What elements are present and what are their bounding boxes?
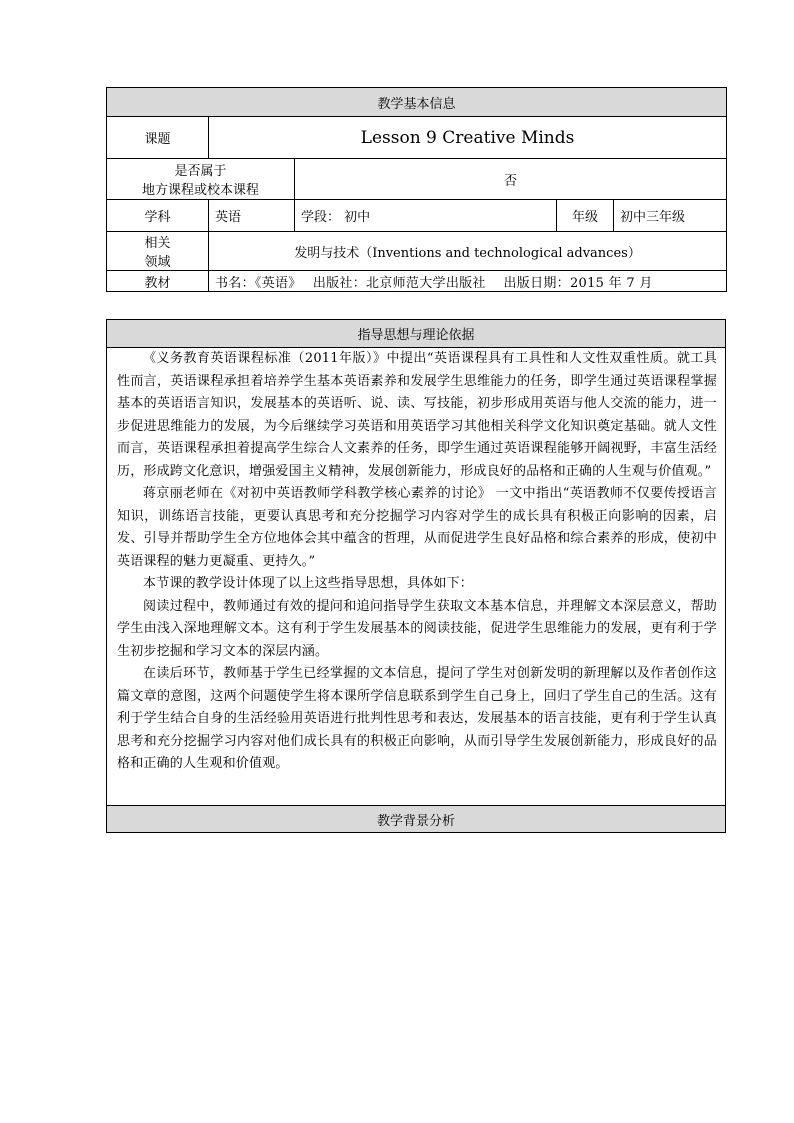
field-value: 发明与技术（Inventions and technological advances） [209,232,727,271]
local-course-label-line2: 地方课程或校本课程 [141,183,259,198]
material-value: 书名：《英语》 出版社：北京师范大学出版社 出版日期：2015 年 7 月 [209,271,727,292]
paragraph: 《义务教育英语课程标准（2011年版）》中提出“英语课程具有工具性和人文性双重性质。就工具性而言，英语课程承担着培养学生基本英语素养和发展学生思维能力的任务，即学生通过英语课程掌握基本的英语语言知识，发展基本的英语听、说、读、写技能，初步形成用英语与他人交流的能力，进一步促进思维能力的发展，为今后继续学习英语和用英语学习其他相关科学文化知识奠定基础。就人文性而言，英语课程承担着提高学生综合人文素养的任务，即学生通过英语课程能够开阔视野，丰富生活经历，形成跨文化意识，增强爱国主义精神，发展创新能力，形成良好的品格和正确的人生观与价值观。” [117,351,717,479]
local-course-label [107,159,295,200]
stage-text: 学段： 初中 [295,200,557,232]
material-label: 教材 [107,271,209,292]
grade-value: 初中三年级 [614,200,727,232]
guiding-theory-header: 指导思想与理论依据 [107,320,726,348]
topic-value: Lesson 9 Creative Minds [209,117,727,159]
field-label-line2: 领域 [144,255,171,270]
topic-label: 课题 [107,117,209,159]
guiding-theory-body [107,348,726,806]
local-course-value: 否 [295,159,727,200]
subject-label: 学科 [107,200,209,232]
field-label [107,232,209,271]
paragraph: 本节课的教学设计体现了以上这些指导思想，具体如下： [143,576,474,591]
paragraph: 在读后环节，教师基于学生已经掌握的文本信息，提问了学生对创新发明的新理解以及作者创作这篇文章的意图，这两个问题使学生将本课所学信息联系到学生自己身上，回归了学生自己的生活。这有利于学生结合自身的生活经验用英语进行批判性思考和表达，发展基本的语言技能，更有利于学生认真思考和充分挖掘学习内容对他们成长具有的积极正向影响，从而引导学生发展创新能力，形成良好的品格和正确的人生观和价值观。 [117,666,717,771]
guiding-theory-table [106,319,726,833]
basic-info-header: 教学基本信息 [107,88,727,117]
paragraph: 蒋京丽老师在《对初中英语教师学科教学核心素养的讨论》 一文中指出“英语教师不仅要传授语言知识，训练语言技能，更要认真思考和充分挖掘学习内容对学生的成长具有积极正向影响的因素，启发、引导并帮助学生全方位地体会其中蕴含的哲理，从而促进学生良好品格和综合素养的形成，使初中英语课程的魅力更凝重、更持久。” [117,486,717,569]
field-label-line1: 相关 [144,236,171,251]
grade-label: 年级 [557,200,614,232]
subject-value: 英语 [209,200,295,232]
paragraph: 阅读过程中，教师通过有效的提问和追问指导学生获取文本基本信息，并理解文本深层意义，帮助学生由浅入深地理解文本。这有利于学生发展基本的阅读技能，促进学生思维能力的发展，更有利于学生初步挖掘和学习文本的深层内涵。 [117,598,717,659]
background-analysis-header: 教学背景分析 [107,806,726,833]
local-course-label-line1: 是否属于 [174,164,227,179]
basic-info-table [106,87,727,292]
